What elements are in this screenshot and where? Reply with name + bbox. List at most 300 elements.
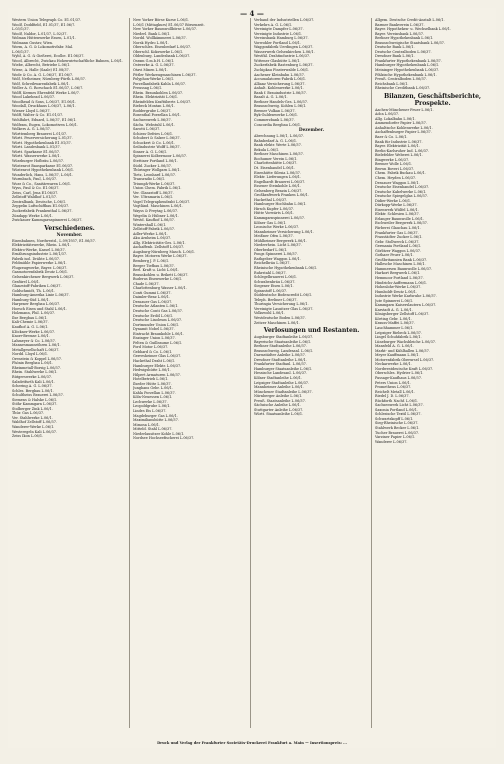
list-entry: Eisenhütte Silesia L.06/37. <box>254 170 301 175</box>
list-entry: Zschipkau Finsterwalde L.06/1. <box>254 68 310 73</box>
list-entry: Rheinische Creditbank L.06/37. <box>375 86 431 91</box>
list-entry: Elektrizitätswerke, Rhein. L.06/1. <box>12 243 71 248</box>
list-entry: Sarotti L.06/37. <box>133 127 161 132</box>
list-entry: Würzburger Hofbräu L.06/37. <box>12 158 65 163</box>
list-entry: Leonische Werke L.06/37. <box>254 225 300 230</box>
list-entry: Sachsenwerk L.06/37. <box>133 118 172 123</box>
list-entry: Harpener Bergbau L.06/37. <box>12 302 61 307</box>
list-entry: Bank elektr. Werte L.06/37. <box>254 143 302 148</box>
list-entry: Wolff, Walter & Co. E1.01/37. <box>12 113 64 118</box>
list-entry: Wiener Lloyd L.06/37. <box>12 108 51 113</box>
list-entry: Anhalt. Kohlenwerke L.06/1. <box>254 86 304 91</box>
list-entry: Phönix Bergbau L.06/1. <box>12 361 54 366</box>
list-entry: Triumph-Werke L.06/37. <box>133 181 176 186</box>
list-entry: Ver. Stahlwerke L.06/1. <box>12 415 53 420</box>
list-entry: Stuttgarter Anleihe L.06/37. <box>254 407 304 412</box>
list-entry: Fabrik isol. Drähte L.06/37. <box>12 256 61 261</box>
list-entry: Gebhard & Co. L.06/1. <box>133 349 173 354</box>
list-entry: Gothaer Feuer L.06/1. <box>375 253 414 258</box>
list-entry: Hoesch Eisen und Stahl L.06/1. <box>12 306 67 311</box>
list-entry: Wolkers A. G. L.06/37. <box>12 127 51 132</box>
list-entry: Hackethal Draht L.06/1. <box>133 359 176 364</box>
list-entry: Schlesische Textil L.06/37. <box>375 412 422 417</box>
list-entry: Süddeutsche Bodencredit L.06/1. <box>254 293 313 298</box>
list-entry: Nordd. Wollkämmerei L.06/37. <box>133 36 187 41</box>
list-entry: Dresdner Bank L.06/1. <box>375 54 415 59</box>
column-3 <box>254 18 372 728</box>
column-3-list-a <box>254 18 369 127</box>
list-entry: Zuckerfabrik Frankenthal L.06/37. <box>12 208 73 213</box>
list-entry: Westfäl. Drahtindustrie L.06/37. <box>254 54 311 59</box>
list-entry: Schles. Bergbau L.06/1. <box>12 388 54 393</box>
list-entry: Wybl, A. G. & Gießerei, Ecolbe. E1.06/37. <box>12 54 85 59</box>
list-entry: Thür. Gas L.06/37. <box>12 411 45 416</box>
list-entry: Adler-Werke L.06/1. <box>133 231 168 236</box>
list-entry: Polyphon-Werke L.06/1. <box>133 77 175 82</box>
list-entry: Zeppelin Luftschiffbau E1.06/37. <box>12 204 70 209</box>
list-entry: Westeregeln Kali L.06/37. <box>12 429 58 434</box>
list-entry: Württ. Sparkasse E1.06/37. <box>12 149 61 154</box>
list-entry: Transradio L.06/1. <box>133 177 166 182</box>
list-entry: Woodall, Druckhaus L.06/37, L.06/1. <box>12 104 76 109</box>
list-entry: Union Chem. Fabrik L.06/1. <box>133 186 182 191</box>
list-entry: Oberschles. Hydrier L.06/1. <box>375 371 424 376</box>
list-entry: Anhaltische Kohlenwerke L.06/1. <box>375 125 433 130</box>
list-entry: Knorr-Bremse L.06/1. <box>12 334 50 339</box>
column-4-list-b <box>375 108 490 444</box>
column-3-list-b <box>254 134 369 325</box>
list-entry: Berl. Kraft u. Licht L.06/1. <box>133 268 180 273</box>
list-entry: Allg. Lokalbahn L.06/1. <box>375 116 416 121</box>
list-entry: Woodhead & Sons, L.06/37, E1.06/1. <box>12 99 77 104</box>
list-entry: Essener Steinkohle L.06/1. <box>254 184 301 189</box>
list-entry: Augsburg-Nürnberg Masch. L.06/1. <box>133 249 196 254</box>
list-entry: Rathgeber Waggon L.06/1. <box>254 256 301 261</box>
list-entry: Woller A. G. Rorschach E1.06/37, L.06/7. <box>12 86 84 91</box>
list-entry: Darmstädter Anleihe L.06/37. <box>254 353 306 358</box>
list-entry: Hessische Landesanl. L.06/37. <box>254 371 308 376</box>
list-entry: Braunschweigische Staatsbank L.06/37. <box>375 40 445 45</box>
list-entry: Köln-Neuessen L.06/1. <box>133 395 173 400</box>
list-entry: Abrechnung L.06/1, L.06/37. <box>254 134 305 139</box>
list-entry: Worm, A. G. & Lokomotivfabr. Mal. <box>12 45 74 50</box>
list-entry: Didier-Werke L.06/1. <box>375 198 412 203</box>
list-entry: Pfälzische Hypothekenbank L.06/1. <box>375 72 437 77</box>
list-entry: Erlanger Baumwolle L.06/1. <box>375 216 425 221</box>
list-entry: Saxonia Portland L.06/1. <box>375 407 418 412</box>
list-entry: Berliner Maschinen L.06/37. <box>254 152 304 157</box>
list-entry: Prometheus L.06/37. <box>375 385 412 390</box>
list-entry: Wasserwerk Gelsenkirchen L.06/1. <box>254 49 315 54</box>
list-entry: Ernährungsindustrie L.06/1/37. <box>12 252 68 257</box>
list-entry: Württ. Landesbank L.01/37. <box>12 145 61 150</box>
list-entry: Bielefelder Weberei L.06/1. <box>375 153 423 158</box>
list-entry: Vogel Telegraphendraht L.06/37. <box>133 199 191 204</box>
list-entry: Nordsee Hochseefischerei L.06/37. <box>133 436 195 441</box>
list-entry: Chem. Heyden L.06/37. <box>375 175 417 180</box>
list-entry: Wolf, Schreibwarenfabrik L.06/1. <box>12 81 70 86</box>
columns <box>12 18 492 728</box>
list-entry: Frankfurter Stadtanl. L.06/37. <box>254 362 307 367</box>
list-entry: Eintracht Braunkohle L.06/1. <box>133 331 184 336</box>
section-subheading-dezember: Dezember. <box>298 128 325 134</box>
list-entry: Aachen-Münchener Feuer L.06/1. <box>375 107 434 112</box>
list-entry: Wanderer L.06/37. <box>375 439 408 444</box>
list-entry: Berliner Stadtanleihe L.06/37. <box>254 344 307 349</box>
page-number: — 4 — <box>240 9 264 18</box>
list-entry: Mansfeld A. G. L.06/1. <box>375 344 414 349</box>
list-entry: Brown Boveri L.06/37. <box>375 166 415 171</box>
list-entry: Hohenlohe-Werke L.06/37. <box>375 285 422 290</box>
list-entry: Deutsche Centralboden L.06/37. <box>375 49 432 54</box>
list-entry: Mimosa L.06/1. <box>133 422 161 427</box>
list-entry: Peters Union L.06/1. <box>375 380 411 385</box>
list-entry: Thuringia Versicherung L.06/1. <box>254 302 309 307</box>
list-entry: Niederlausitzer Kohle L.06/1. <box>133 431 185 436</box>
list-entry: Lauchhammer L.06/1. <box>375 326 414 330</box>
list-entry: Dresdner Stadtanleihe L.06/1. <box>254 357 307 362</box>
list-entry: Bingwerke L.06/37. <box>375 157 410 162</box>
list-entry: Sachsenwerk Licht L.06/37. <box>375 403 424 408</box>
list-entry: Oberschl. Kokswerke L.06/1. <box>133 49 184 54</box>
list-entry: Rütgerswerke L.06/37. <box>12 375 53 380</box>
list-entry: Hemmoor Portland L.06/37. <box>375 275 424 280</box>
list-entry: Mühlheimer Bergwerk L.06/1. <box>254 238 307 243</box>
column-1-list-a <box>12 18 127 223</box>
list-entry: Hirsch Kupfer L.06/37. <box>254 206 295 211</box>
list-entry: Niederl. Bank L.06/1. <box>133 31 171 36</box>
list-entry: Münchener Stadtanleihe L.06/37. <box>254 389 313 394</box>
list-entry: Bekula L.06/1. <box>254 147 280 152</box>
list-entry: Wiese, A. Halle (Saale) E1.08/37. <box>12 68 70 73</box>
list-entry: Hamburg-Amerika Linie L.06/37. <box>12 293 70 298</box>
list-entry: Vereinigte Lausitzer Glas L.06/37. <box>254 306 314 311</box>
list-entry: Kölner Gas L.06/1. <box>254 220 287 225</box>
list-entry: Krauss-Maffei L.06/37. <box>375 321 415 326</box>
list-entry: Deutsche Atlanten L.06/1. <box>133 304 179 309</box>
list-entry: Daimler-Benz L.06/1. <box>133 295 170 300</box>
list-entry: Bahnbedarf A. G. L.06/1. <box>254 138 298 143</box>
list-entry: Magdeburger Gas L.06/1. <box>133 413 178 418</box>
list-entry: Gelsenberg Benzin L.06/37. <box>254 188 303 193</box>
list-entry: Bayerische Staatsanleihe L.06/1. <box>254 339 312 344</box>
list-entry: Orenstein & Koppel L.06/37. <box>12 356 62 361</box>
list-entry: Kahla Porzellan L.06/37. <box>133 390 176 395</box>
list-entry: Bayer. Elektrizität L.06/1. <box>375 144 420 149</box>
list-entry: Lahmeyer & Co. L.06/37. <box>12 338 56 343</box>
list-entry: Deutsche Spiegelglas L.06/37. <box>375 194 429 199</box>
list-entry: Glanzstoff-Fabriken L.06/37. <box>12 284 62 289</box>
list-entry: Bayer. Vereinsbank L.06/37. <box>375 31 424 36</box>
list-entry: Wiebe, Albrecht, Betriebe L.06/1. <box>12 63 71 68</box>
list-entry: Ver. Ultramarin L.06/1. <box>133 195 174 200</box>
list-entry: Gesfürel L.06/1. <box>12 279 41 284</box>
list-entry: Ostwerke A. G. L.06/37. <box>133 63 175 68</box>
list-entry: Bochumer Verein L.06/1. <box>254 156 298 161</box>
list-entry: Allg. Elektricitäts-Ges. L.06/1. <box>133 240 186 245</box>
list-entry: Charlottenhütte L.06/37. <box>254 161 298 166</box>
list-entry: Elektro-Werke, Kassel L.06/37. <box>12 247 66 252</box>
list-entry: Zündapp Werke L.06/1. <box>12 213 53 218</box>
list-entry: Württ. Wasserwerke L.06/1. <box>12 154 61 159</box>
list-entry: Concordia Bergbau L.06/1. <box>254 122 302 127</box>
list-entry: Württ. Staatsanleihe L.06/1. <box>254 412 304 417</box>
list-entry: Karstadt A. G. L.06/1. <box>375 307 413 312</box>
list-entry: Kölner Stadtanleihe L.06/1. <box>254 376 303 381</box>
list-entry: Bayer. Motoren Werke L.06/37. <box>133 254 188 259</box>
list-entry: Sächs. Webstuhl L.06/1. <box>133 122 175 127</box>
section-subheading-november: November. <box>56 232 83 238</box>
list-entry: Sächsische Anleihe L.06/1. <box>254 403 301 408</box>
list-entry: Wayss & Freytag L.06/37. <box>133 208 179 213</box>
list-entry: Rheinfelden Kraftübertr. L.06/37. <box>133 99 192 104</box>
list-entry: Lindes Eis L.06/37. <box>133 409 167 414</box>
list-entry: Gasmotorenfabrik Deutz L.06/1. <box>12 270 69 275</box>
list-entry: Motorenfabrik Oberursel L.06/37. <box>375 357 435 362</box>
list-entry: Ammendorfer Papier L.06/37. <box>375 121 427 126</box>
list-entry: Neckarwerke L.06/1. <box>375 362 412 367</box>
section-heading-verschiedenes: Verschiedenes. <box>44 224 95 232</box>
list-entry: Stolberger Zink L.06/1. <box>12 406 53 411</box>
list-entry: Sieg-Rheinische L.06/37. <box>375 421 419 426</box>
list-entry: Deutsche Bank L.06/1. <box>375 45 415 50</box>
list-entry: Verband der Industriellen L.06/37. <box>254 18 315 22</box>
list-entry: Charlottenburg Wasser L.06/1. <box>133 286 187 291</box>
list-entry: Zuckerfabrik Rastenburg L.06/37. <box>254 63 314 68</box>
list-entry: Wunderlich, Hans, L.06/37, L.06/1. <box>12 172 74 177</box>
list-entry: Jute Spinnerei L.06/1. <box>375 298 414 303</box>
list-entry: Hindrichs-Auffermann L.06/1. <box>375 280 428 285</box>
list-entry: Metallgesellschaft L.06/37. <box>12 347 60 352</box>
list-entry: Lechwerke L.06/37. <box>133 399 168 404</box>
list-entry: Färberei Glauchau L.06/1. <box>375 225 421 230</box>
list-entry: Eisenwerk Wülfel L.06/1. <box>375 207 419 212</box>
list-entry: Zellstoff-Fabrik L.06/37. <box>133 227 176 232</box>
list-entry: Rhein. Elektrizität L.06/1. <box>133 95 179 100</box>
list-entry: Wood, Albrecht, Zwickau Hohenwirtschaftliche Bahnen, L.06/1. <box>12 58 124 63</box>
list-entry: Wegelin & Hübner L.06/1. <box>133 213 179 218</box>
list-entry: Kammgarnspinnerei L.06/37. <box>254 215 306 220</box>
list-entry: Eisenbahnen, Nordwestd., L.09/1937, E1.06/37. <box>12 238 96 243</box>
list-entry: Maximilianshütte L.06/37. <box>133 418 179 423</box>
list-entry: Leopoldgrube L.06/1. <box>133 404 171 409</box>
column-2-list <box>133 18 248 441</box>
list-entry: Gelsenkirchener Bergwerk L.06/37. <box>12 274 75 279</box>
list-entry: Bank f. Brauindustrie L.06/37. <box>254 90 307 95</box>
list-entry: Wanderer-Werke L.06/1. <box>12 425 55 430</box>
list-entry: Meißner Ofen L.06/37. <box>254 234 294 239</box>
list-entry: Wolfram, Eugen, Lokomotiven L.06/1. <box>12 122 79 127</box>
list-entry: Deutsche Erdöl L.06/1. <box>133 313 174 318</box>
list-entry: Siemens & Halske L.06/1. <box>12 397 58 402</box>
list-entry: Western Union Telegraph Co. E1.01/37. <box>12 18 82 22</box>
list-entry: Schering A. G. L.06/37. <box>12 384 53 389</box>
list-entry: Braunschweig. Landesanl. L.06/1. <box>254 348 314 353</box>
list-entry: Varziner Papier L.06/1. <box>375 435 416 440</box>
list-entry: Körting Gebr. L.06/1. <box>375 316 412 321</box>
list-entry: Württ. Hypothekenbank E1.01/37. <box>12 140 72 145</box>
document-page <box>8 8 496 748</box>
list-entry: Großkraftwerk Franken L.06/1. <box>254 193 309 198</box>
list-entry: Holzmann, Phil. L.06/37. <box>12 311 56 316</box>
list-entry: Görlitzer Waggon L.06/37. <box>375 248 422 253</box>
list-entry: Fraustädter Zucker L.06/1. <box>375 235 423 240</box>
list-entry: Hammersen Baumwolle L.06/37. <box>375 266 433 271</box>
list-entry: Leipziger Stadtanleihe L.06/37. <box>254 380 310 385</box>
list-entry: Hamburger Hypothekenbank L.06/1. <box>375 63 440 68</box>
list-entry: Preuß. Staatsanleihe L.06/37. <box>254 398 306 403</box>
list-entry: Engelhardt Brauerei L.06/37. <box>254 179 306 184</box>
list-entry: Rheinmetall-Borsig L.06/37. <box>12 365 62 370</box>
list-entry: Hütte Vorwärts L.06/1. <box>254 211 295 216</box>
list-entry: Hackethal L.06/37. <box>254 197 288 202</box>
list-entry: Waggonfabrik Uerdingen L.06/37. <box>254 45 314 50</box>
list-entry: Großbritannien Bank L.06/37. <box>375 257 428 262</box>
list-entry: L.06/1 (Mittagkurs) E1.06/37 Börsenzeit. <box>133 22 205 27</box>
list-entry: Hotelbetrieb L.06/1. <box>133 377 169 382</box>
list-entry: Rheinische Hypothekenbank L.06/1. <box>254 265 318 270</box>
list-entry: Riedel J. D. L.06/37. <box>375 394 410 399</box>
list-entry: Lingel Schuhfabrik L.06/1. <box>375 335 422 340</box>
list-entry: Elektr. Lieferungen L.06/1. <box>254 175 302 180</box>
list-entry: Ilse Bergbau L.06/1. <box>12 315 48 320</box>
list-entry: Adca L.06/37. <box>375 112 400 117</box>
list-entry: Roddergrube L.06/37. <box>133 108 172 113</box>
list-entry: Norsk Hydro L.06/1. <box>133 40 169 45</box>
column-4 <box>375 18 492 728</box>
list-entry: Württ. Feuerversicherung L.01/37. <box>12 136 73 141</box>
list-entry: Felten & Guilleaume L.06/1. <box>133 340 183 345</box>
list-entry: Verkehrs A. G. L.06/1. <box>254 22 293 27</box>
list-entry: Porzellanfabrik Kahla L.06/37. <box>133 81 187 86</box>
list-entry: Frankfurter Hypothekenbank L.06/37. <box>375 58 442 63</box>
list-entry: Mannheimer Versicherung L.06/1. <box>254 229 314 234</box>
list-entry: Bemberg J. P. L.06/1. <box>133 258 170 263</box>
list-entry: Dortmunder Union L.06/1. <box>133 322 180 327</box>
list-entry: Eschweiler Bergwerk L.06/37. <box>375 221 428 226</box>
list-entry: Deutsche Conti Gas L.06/37. <box>133 309 183 313</box>
list-entry: Wolmann Gustav, Wien. <box>12 40 54 45</box>
list-entry: Chade L.06/37. <box>133 281 160 286</box>
list-entry: Oberschles. Eisenbedarf L.06/37. <box>133 45 192 50</box>
list-entry: Wüstenrot Hypothekenbank L.06/1. <box>12 168 75 173</box>
list-entry: New Yorker Baumwollbörse L.06/37. <box>133 27 198 32</box>
list-entry: Schultheiss Brauerei L.06/37. <box>12 393 64 398</box>
list-entry: Hamburger Hochbahn L.06/1. <box>254 202 307 207</box>
list-entry: Schiess-Defries L.06/1. <box>133 131 174 136</box>
column-1-list-b <box>12 239 127 439</box>
list-entry: Volkswohl L.06/1. <box>254 311 285 316</box>
list-entry: Bremer Vulkan L.06/37. <box>254 108 296 113</box>
list-entry: Osram G.m.b.H. L.06/1. <box>133 58 175 63</box>
list-entry: Zwickauer Kammgarnspinnerei L.06/37. <box>12 218 83 223</box>
list-entry: Vereinigte Industrie L.06/1. <box>254 31 303 36</box>
list-entry: Zellstoff Waldhof L.01/37. <box>12 195 57 200</box>
list-entry: Braunschweig. Kohlen L.06/1. <box>254 104 307 109</box>
list-entry: Königsberger Zellstoff L.06/37. <box>375 312 430 317</box>
list-entry: Sinner A. G. L.06/1. <box>133 149 168 154</box>
list-entry: L.03/1/37. <box>12 27 30 32</box>
list-entry: Wurmbach, Paul, L.06/37. <box>12 177 58 182</box>
list-entry: Zeiss, Carl, Jena E1.06/37. <box>12 190 59 195</box>
list-entry: Rosenthal Porzellan L.06/1. <box>133 113 181 118</box>
list-entry: Hallesche Maschinen L.06/1. <box>375 262 426 267</box>
list-entry: Nordwestdeutsche Kraft L.06/37. <box>375 366 434 371</box>
list-entry: Stöhr Kammgarn L.06/37. <box>12 402 58 407</box>
list-entry: Hamburger Staatsanleihe L.06/1. <box>254 366 313 371</box>
list-entry: Germania Portland L.06/1. <box>375 244 422 249</box>
list-entry: Chem. Fabrik Buckau L.06/1. <box>375 171 426 176</box>
list-entry: Goldschmidt, Th. L.06/1. <box>12 288 56 293</box>
list-entry: New Yorker Börse Kurse L.06/1. <box>133 18 190 22</box>
section-heading-verlosungen: Verlosungen und Restanten. <box>263 327 360 335</box>
list-entry: Harkort Bergwerk L.06/1. <box>375 271 421 276</box>
list-entry: Wyss, Paul & Co. E1.06/37. <box>12 186 60 191</box>
list-entry: Preuß. Centralboden L.06/37. <box>375 77 427 82</box>
list-entry: Hamburger Elektr. L.06/37. <box>133 363 182 368</box>
list-entry: Rhein. Braunkohlen L.06/37. <box>133 90 184 95</box>
list-entry: Rückforth Nachf. L.06/1. <box>375 398 419 403</box>
list-entry: Schuckert & Co. L.06/1. <box>133 140 176 145</box>
list-entry: Wittener Glashütte L.06/1. <box>254 58 301 63</box>
list-entry: Mitteld. Stahl L.06/37. <box>133 427 173 432</box>
list-entry: Spinnerei Kolbermoor L.06/37. <box>133 154 188 159</box>
column-3-list-c <box>254 335 369 417</box>
list-entry: Accumulatoren-Fabrik L.06/1. <box>254 77 307 82</box>
list-entry: Mannheimer Anleihe L.06/1. <box>254 385 304 390</box>
column-4-list-a <box>375 18 490 91</box>
list-entry: Reichelt Metall L.06/1. <box>375 389 415 394</box>
list-entry: Westd. Kaufhof L.06/37. <box>133 218 175 223</box>
list-entry: Württemberg Brauerei L.01/37. <box>12 131 68 136</box>
list-entry: Allgem. Deutsche Credit-Anstalt L.06/1. <box>375 18 445 22</box>
list-entry: Wood Lakehead L.06/37. <box>12 95 56 100</box>
list-entry: Wintershall L.06/1. <box>133 222 167 227</box>
list-entry: Schwabenbräu L.06/37. <box>254 279 296 284</box>
list-entry: Braunkohlen u. Brikett L.06/37. <box>133 272 189 277</box>
list-entry: Meyer Kauffmann L.06/1. <box>375 353 420 358</box>
list-entry: Schwartzkopff L.06/1. <box>375 416 414 421</box>
list-entry: Nordd. Lloyd L.06/1. <box>12 352 49 357</box>
list-entry: Dessauer Gas L.06/37. <box>133 299 173 304</box>
list-entry: Feldmühle Papierwerke L.06/1. <box>12 261 67 266</box>
list-entry: Ver. Glanzstoff L.06/37. <box>133 190 174 195</box>
list-entry: Elektr. Schlesien L.06/37. <box>375 212 420 217</box>
list-entry: Dürkopp-Werke L.06/37. <box>375 203 418 208</box>
list-entry: Markt- und Kühlhallen L.06/37. <box>375 348 430 353</box>
list-entry: Vereinsbank Hamburg L.06/37. <box>254 36 309 41</box>
list-entry: Berlin-Karlsruher Ind. L.06/37. <box>375 148 430 153</box>
list-entry: Gerresheimer Glas L.06/37. <box>133 354 182 359</box>
list-entry: Deutsche Linoleum L.06/37. <box>133 318 183 323</box>
list-entry: Zeitzer Maschinen L.06/1. <box>254 320 300 325</box>
list-entry: Otavi Minen L.06/1. <box>133 68 168 73</box>
list-entry: Woolf, Doddfield, E1.01/37, E1.06/7. <box>12 22 76 27</box>
list-entry: Vogtländ. Maschinen L.06/1. <box>133 204 183 209</box>
list-entry: Ruhrstahl L.06/37. <box>254 270 287 275</box>
list-entry: Industrie Werke Karlsruhe L.06/37. <box>375 294 437 299</box>
list-entry: Dessauer Waggon L.06/1. <box>375 180 420 185</box>
list-entry: L.06/1/37. <box>12 49 30 54</box>
list-entry: Teleph. Berliner L.06/37. <box>254 297 298 302</box>
list-entry: Augsburger Stadtanleihe L.06/37. <box>254 335 314 340</box>
list-entry: Enzinger Union L.06/37. <box>133 336 176 341</box>
list-entry: Barmer Bankverein L.06/37. <box>375 22 425 27</box>
column-1 <box>12 18 130 728</box>
list-entry: Hamburg-Süd L.06/1. <box>12 297 50 302</box>
list-entry: Zeiss Ikon L.06/1. <box>12 434 44 439</box>
list-entry: Oberbedarf L.06/1. <box>254 247 288 252</box>
